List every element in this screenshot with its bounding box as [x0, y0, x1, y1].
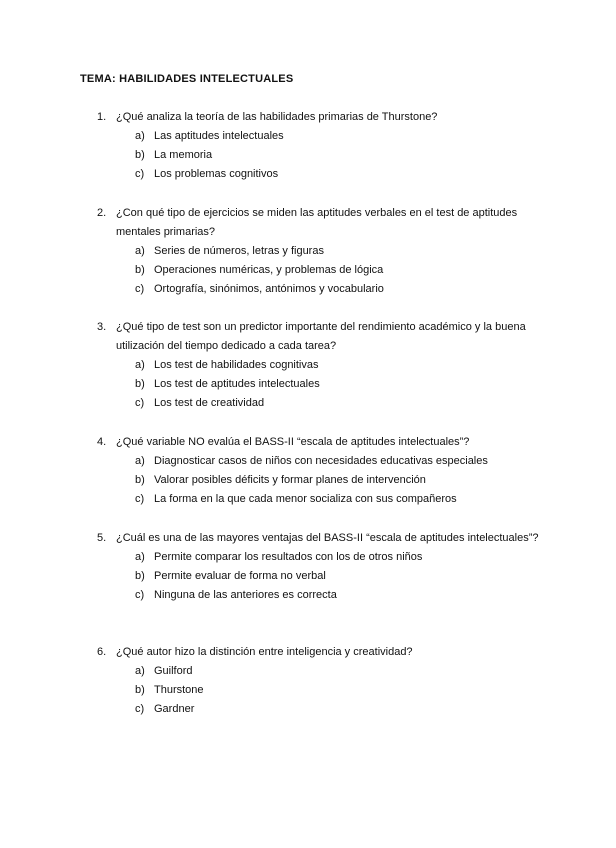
option-text: Los test de creatividad [154, 397, 265, 409]
option-letter: a) [135, 665, 145, 677]
option-text: Series de números, letras y figuras [154, 245, 324, 257]
question-text: ¿Qué tipo de test son un predictor importante del rendimiento académico y la buena utilización del tiempo dedicado a cada tarea? [116, 321, 526, 352]
option-letter: c) [135, 397, 145, 409]
option-letter: b) [135, 684, 145, 696]
option-c [135, 165, 547, 184]
question-3 [97, 318, 547, 413]
option-list [135, 548, 547, 605]
option-a [135, 662, 547, 681]
option-text: Thurstone [154, 684, 204, 696]
page-title: TEMA: HABILIDADES INTELECTUALES [80, 73, 294, 85]
option-c [135, 280, 547, 299]
question-text: ¿Cuál es una de las mayores ventajas del BASS-II “escala de aptitudes intelectuales”? [116, 532, 539, 544]
option-letter: c) [135, 589, 145, 601]
option-letter: c) [135, 493, 145, 505]
option-letter: b) [135, 378, 145, 390]
option-list [135, 662, 547, 719]
option-letter: b) [135, 149, 145, 161]
option-text: Los test de aptitudes intelectuales [154, 378, 320, 390]
option-text: Permite comparar los resultados con los de otros niños [154, 551, 423, 563]
option-b [135, 375, 547, 394]
option-letter: c) [135, 168, 145, 180]
option-letter: a) [135, 455, 145, 467]
question-text: ¿Con qué tipo de ejercicios se miden las aptitudes verbales en el test de aptitudes mentales primarias? [116, 207, 518, 238]
option-c [135, 586, 547, 605]
option-list [135, 356, 547, 413]
question-number: 3. [97, 321, 107, 333]
option-letter: a) [135, 551, 145, 563]
question-text: ¿Qué analiza la teoría de las habilidades primarias de Thurstone? [116, 111, 438, 123]
option-text: Valorar posibles déficits y formar planes de intervención [154, 474, 426, 486]
question-6 [97, 643, 547, 719]
option-letter: b) [135, 570, 145, 582]
question-1 [97, 108, 547, 184]
option-a [135, 548, 547, 567]
option-letter: a) [135, 245, 145, 257]
question-number: 5. [97, 532, 107, 544]
option-letter: c) [135, 703, 145, 715]
option-b [135, 146, 547, 165]
option-c [135, 394, 547, 413]
option-text: Los test de habilidades cognitivas [154, 359, 319, 371]
question-number: 2. [97, 207, 107, 219]
option-a [135, 356, 547, 375]
option-letter: a) [135, 359, 145, 371]
question-number: 4. [97, 436, 107, 448]
question-number: 6. [97, 646, 107, 658]
option-text: Los problemas cognitivos [154, 168, 279, 180]
option-text: La memoria [154, 149, 213, 161]
option-text: Guilford [154, 665, 193, 677]
question-5 [97, 529, 547, 605]
option-list [135, 127, 547, 184]
option-a [135, 452, 547, 471]
option-text: Las aptitudes intelectuales [154, 130, 284, 142]
option-letter: b) [135, 264, 145, 276]
option-text: La forma en la que cada menor socializa con sus compañeros [154, 493, 457, 505]
option-text: Diagnosticar casos de niños con necesidades educativas especiales [154, 455, 488, 467]
option-b [135, 567, 547, 586]
question-text: ¿Qué variable NO evalúa el BASS-II “escala de aptitudes intelectuales”? [116, 436, 470, 448]
option-b [135, 681, 547, 700]
option-letter: c) [135, 283, 145, 295]
option-a [135, 242, 547, 261]
option-text: Ninguna de las anteriores es correcta [154, 589, 337, 601]
option-text: Operaciones numéricas, y problemas de lógica [154, 264, 384, 276]
option-b [135, 471, 547, 490]
question-text: ¿Qué autor hizo la distinción entre inteligencia y creatividad? [116, 646, 413, 658]
question-2 [97, 204, 547, 299]
question-number: 1. [97, 111, 107, 123]
option-text: Gardner [154, 703, 195, 715]
option-c [135, 490, 547, 509]
option-text: Ortografía, sinónimos, antónimos y vocabulario [154, 283, 384, 295]
option-text: Permite evaluar de forma no verbal [154, 570, 326, 582]
question-4 [97, 433, 547, 509]
option-letter: a) [135, 130, 145, 142]
option-a [135, 127, 547, 146]
option-letter: b) [135, 474, 145, 486]
option-b [135, 261, 547, 280]
option-c [135, 700, 547, 719]
option-list [135, 452, 547, 509]
option-list [135, 242, 547, 299]
